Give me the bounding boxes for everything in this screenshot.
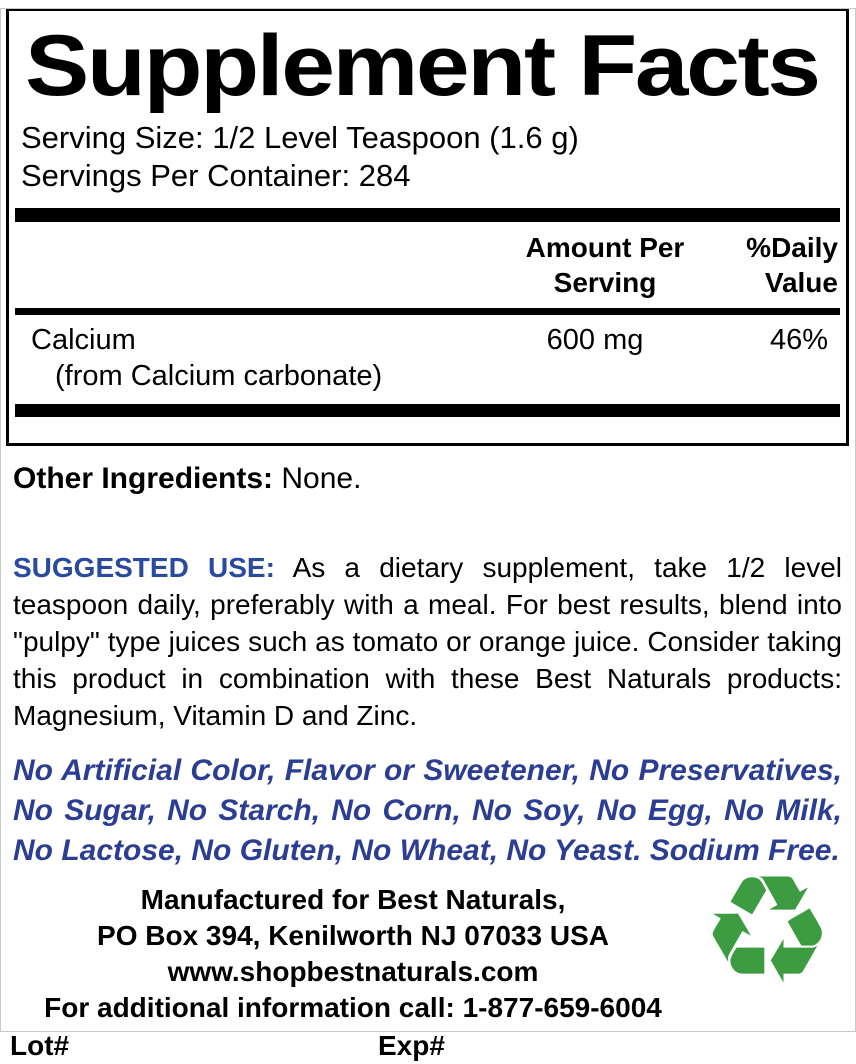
table-header-row (13, 230, 842, 300)
nutrient-daily-value: 46% (769, 324, 828, 356)
divider-thick-bottom (15, 404, 840, 417)
suggested-use-text: As a dietary supplement, take 1/2 level teaspoon daily, preferably with a meal. For best results, blend into "pulpy" type juices such as tomato or orange juice. Consider taking this product in combination with these Best Naturals products: Magnesium, Vitamin D and Zinc. (13, 552, 843, 731)
serving-size-text: Serving Size: 1/2 Level Teaspoon (1.6 g) (21, 120, 579, 155)
suggested-use-paragraph (13, 549, 842, 734)
panel-title: Supplement Facts (25, 18, 819, 114)
divider-medium (15, 308, 840, 315)
claims-paragraph: No Artificial Color, Flavor or Sweetener, No Preservatives, No Sugar, No Starch, No Corn, No Soy, No Egg, No Milk, No Lactose, No Gluten, No Wheat, No Yeast. Sodium Free. (13, 754, 842, 867)
exp-label: Exp# (378, 1030, 445, 1061)
manufacturer-block (0, 882, 706, 1064)
suggested-use-label: SUGGESTED USE: (13, 552, 275, 583)
header-dv-line1: %Daily (746, 232, 838, 263)
nutrient-name: Calcium (31, 324, 136, 356)
other-ingredients-label: Other Ingredients: (13, 462, 274, 495)
divider-thick-top (15, 208, 840, 222)
servings-per-container-text: Servings Per Container: 284 (21, 158, 411, 193)
website-text: www.shopbestnaturals.com (167, 956, 539, 987)
lot-label: Lot# (10, 1030, 70, 1061)
nutrient-amount: 600 mg (546, 324, 644, 356)
header-amount-line2: Serving (553, 267, 657, 298)
recycle-icon: ♻ (700, 844, 835, 1018)
header-amount-line1: Amount Per (525, 232, 685, 263)
header-dv-line2: Value (764, 267, 838, 298)
table-row (13, 324, 842, 357)
other-ingredients-value: None. (281, 462, 362, 495)
header-amount-per-serving (500, 230, 710, 300)
other-ingredients-line (13, 461, 842, 497)
lot-exp-row (10, 1028, 710, 1064)
header-daily-value (710, 230, 842, 300)
nutrient-source-detail: (from Calcium carbonate) (55, 360, 383, 392)
info-phone-line: For additional information call: 1-877-659-6004 (44, 992, 662, 1023)
address-line: PO Box 394, Kenilworth NJ 07033 USA (97, 920, 609, 951)
manufacturer-line: Manufactured for Best Naturals, (140, 884, 566, 915)
supplement-facts-panel (6, 8, 849, 446)
